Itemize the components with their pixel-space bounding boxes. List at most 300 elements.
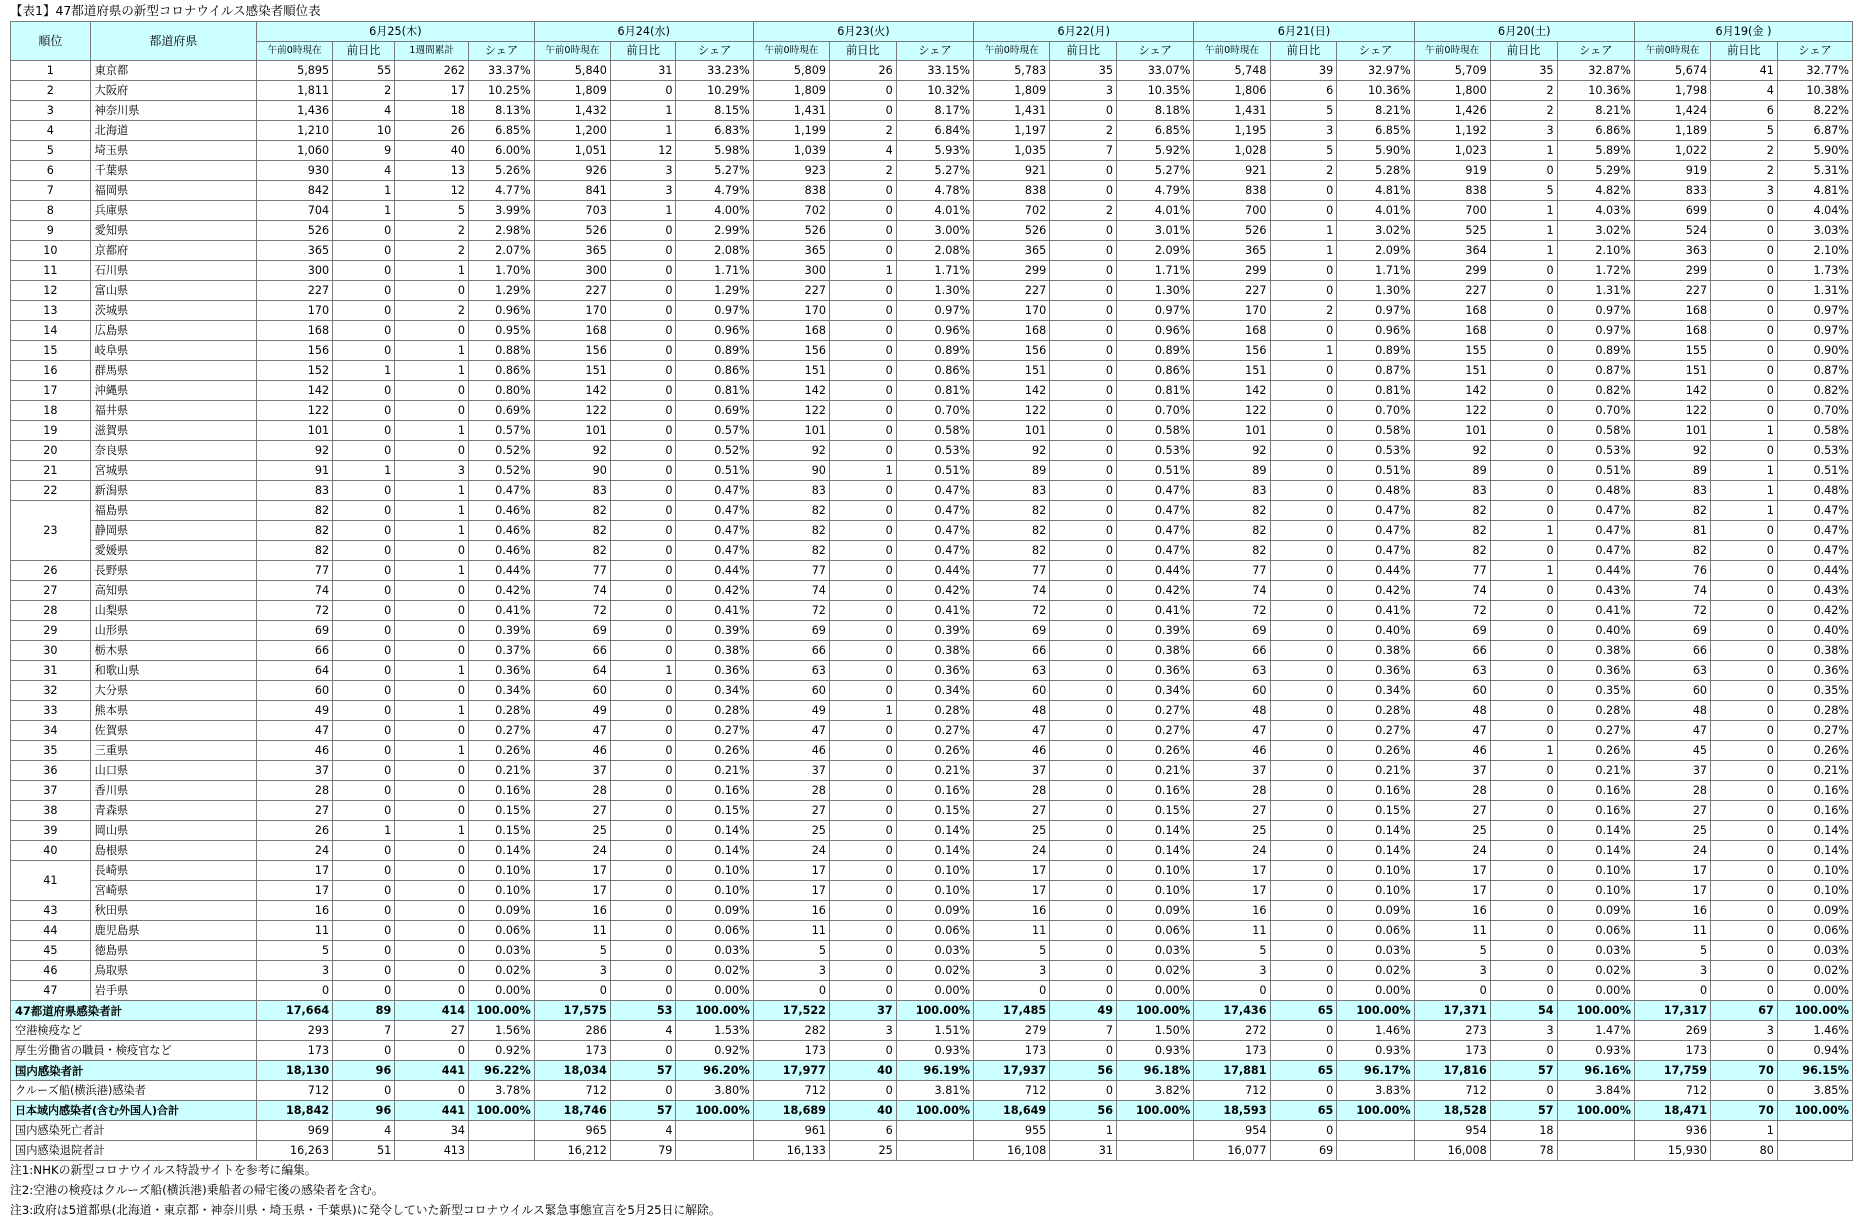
value-cell: 0.10%: [1777, 881, 1852, 901]
value-cell: 0: [1050, 541, 1117, 561]
value-cell: 0: [829, 761, 896, 781]
summary-value-cell: [1557, 1141, 1634, 1161]
value-cell: 0: [1194, 981, 1270, 1001]
value-cell: 5.27%: [896, 161, 973, 181]
value-cell: 1: [1490, 141, 1557, 161]
value-cell: 0: [333, 841, 395, 861]
table-row: [11, 281, 1853, 301]
value-cell: 0.46%: [469, 501, 535, 521]
value-cell: 227: [1194, 281, 1270, 301]
value-cell: 0: [333, 801, 395, 821]
value-cell: 11: [1634, 921, 1710, 941]
value-cell: 0: [1270, 441, 1337, 461]
summary-row: [11, 1121, 1853, 1141]
header-column: 前日比: [1711, 42, 1778, 61]
value-cell: 3.01%: [1117, 221, 1194, 241]
summary-value-cell: 286: [534, 1021, 610, 1041]
value-cell: 0.87%: [1557, 361, 1634, 381]
summary-value-cell: 100.00%: [469, 1101, 535, 1121]
header-column: シェア: [676, 42, 753, 61]
summary-value-cell: 17,371: [1414, 1001, 1490, 1021]
value-cell: 0.27%: [469, 721, 535, 741]
prefecture-cell: 滋賀県: [90, 421, 256, 441]
summary-value-cell: 173: [1634, 1041, 1710, 1061]
value-cell: 0: [395, 381, 469, 401]
summary-value-cell: [469, 1141, 535, 1161]
summary-value-cell: 0: [1050, 1081, 1117, 1101]
value-cell: 66: [753, 641, 829, 661]
rank-cell: 41: [11, 861, 91, 901]
value-cell: 0.47%: [1337, 501, 1414, 521]
value-cell: 0.28%: [1337, 701, 1414, 721]
table-row: [11, 81, 1853, 101]
summary-value-cell: 18,528: [1414, 1101, 1490, 1121]
value-cell: 0: [1270, 961, 1337, 981]
value-cell: 101: [1414, 421, 1490, 441]
value-cell: 526: [534, 221, 610, 241]
table-row: [11, 821, 1853, 841]
value-cell: 0: [333, 661, 395, 681]
value-cell: 1: [395, 361, 469, 381]
value-cell: 60: [257, 681, 333, 701]
value-cell: 26: [395, 121, 469, 141]
value-cell: 24: [534, 841, 610, 861]
value-cell: 0.47%: [896, 541, 973, 561]
prefecture-cell: 新潟県: [90, 481, 256, 501]
value-cell: 1,035: [974, 141, 1050, 161]
summary-value-cell: 96.15%: [1777, 1061, 1852, 1081]
rank-cell: 34: [11, 721, 91, 741]
value-cell: 17: [257, 861, 333, 881]
value-cell: 0: [333, 501, 395, 521]
value-cell: 0: [610, 461, 676, 481]
summary-value-cell: 31: [1050, 1141, 1117, 1161]
value-cell: 3: [610, 181, 676, 201]
value-cell: 8.21%: [1557, 101, 1634, 121]
value-cell: 1: [1490, 521, 1557, 541]
value-cell: 833: [1634, 181, 1710, 201]
value-cell: 69: [753, 621, 829, 641]
value-cell: 66: [1634, 641, 1710, 661]
value-cell: 0: [1270, 661, 1337, 681]
value-cell: 5,674: [1634, 61, 1710, 81]
value-cell: 0: [829, 721, 896, 741]
value-cell: 0: [1050, 741, 1117, 761]
summary-value-cell: 0: [333, 1081, 395, 1101]
value-cell: 27: [974, 801, 1050, 821]
value-cell: 40: [395, 141, 469, 161]
value-cell: 2: [829, 121, 896, 141]
value-cell: 0.41%: [1337, 601, 1414, 621]
value-cell: 27: [753, 801, 829, 821]
value-cell: 0.95%: [469, 321, 535, 341]
value-cell: 0.53%: [1777, 441, 1852, 461]
value-cell: 0: [829, 401, 896, 421]
value-cell: 0: [1270, 621, 1337, 641]
value-cell: 5: [395, 201, 469, 221]
value-cell: 0: [395, 321, 469, 341]
value-cell: 0: [333, 641, 395, 661]
value-cell: 0.47%: [1117, 541, 1194, 561]
table-row: [11, 381, 1853, 401]
value-cell: 2: [395, 221, 469, 241]
prefecture-cell: 沖縄県: [90, 381, 256, 401]
value-cell: 0: [1490, 361, 1557, 381]
value-cell: 0: [1050, 481, 1117, 501]
value-cell: 0.47%: [676, 501, 753, 521]
prefecture-infection-table: [10, 21, 1853, 1161]
prefecture-cell: 秋田県: [90, 901, 256, 921]
value-cell: 16: [1194, 901, 1270, 921]
value-cell: 0: [395, 941, 469, 961]
value-cell: 0: [1711, 621, 1778, 641]
prefecture-cell: 高知県: [90, 581, 256, 601]
summary-value-cell: 70: [1711, 1061, 1778, 1081]
value-cell: 1,039: [753, 141, 829, 161]
value-cell: 1,023: [1414, 141, 1490, 161]
summary-value-cell: 7: [1050, 1021, 1117, 1041]
rank-cell: 31: [11, 661, 91, 681]
value-cell: 5.93%: [896, 141, 973, 161]
rank-cell: 40: [11, 841, 91, 861]
prefecture-cell: 千葉県: [90, 161, 256, 181]
value-cell: 0.15%: [1337, 801, 1414, 821]
value-cell: 0.03%: [676, 941, 753, 961]
value-cell: 227: [974, 281, 1050, 301]
rank-cell: 11: [11, 261, 91, 281]
value-cell: 8.17%: [896, 101, 973, 121]
value-cell: 0: [610, 441, 676, 461]
value-cell: 0: [1270, 721, 1337, 741]
value-cell: 0.47%: [676, 481, 753, 501]
header-column: シェア: [896, 42, 973, 61]
summary-row: [11, 1141, 1853, 1161]
value-cell: 0: [395, 861, 469, 881]
value-cell: 82: [534, 541, 610, 561]
value-cell: 1: [395, 521, 469, 541]
summary-value-cell: 15,930: [1634, 1141, 1710, 1161]
value-cell: 0: [333, 261, 395, 281]
value-cell: 168: [257, 321, 333, 341]
value-cell: 0: [829, 201, 896, 221]
value-cell: 1,028: [1194, 141, 1270, 161]
value-cell: 0: [1711, 561, 1778, 581]
value-cell: 1: [1490, 741, 1557, 761]
value-cell: 1: [395, 421, 469, 441]
value-cell: 0: [1270, 841, 1337, 861]
value-cell: 0.47%: [1337, 521, 1414, 541]
value-cell: 49: [753, 701, 829, 721]
value-cell: 926: [534, 161, 610, 181]
value-cell: 92: [1414, 441, 1490, 461]
value-cell: 74: [257, 581, 333, 601]
value-cell: 0: [1050, 921, 1117, 941]
value-cell: 0: [1711, 341, 1778, 361]
header-column: 1週間累計: [395, 42, 469, 61]
value-cell: 0: [1050, 161, 1117, 181]
value-cell: 1: [1490, 561, 1557, 581]
summary-value-cell: 37: [829, 1001, 896, 1021]
summary-value-cell: 0: [1711, 1041, 1778, 1061]
value-cell: 0.41%: [1557, 601, 1634, 621]
value-cell: 4: [333, 101, 395, 121]
value-cell: 364: [1414, 241, 1490, 261]
value-cell: 0: [1050, 781, 1117, 801]
value-cell: 0.46%: [469, 521, 535, 541]
rank-cell: 23: [11, 501, 91, 561]
value-cell: 77: [974, 561, 1050, 581]
value-cell: 0: [333, 741, 395, 761]
value-cell: 0: [1711, 681, 1778, 701]
value-cell: 0.52%: [469, 461, 535, 481]
value-cell: 0.44%: [1337, 561, 1414, 581]
value-cell: 0.48%: [1557, 481, 1634, 501]
value-cell: 0.34%: [1117, 681, 1194, 701]
value-cell: 0: [829, 81, 896, 101]
value-cell: 300: [257, 261, 333, 281]
value-cell: 2: [333, 81, 395, 101]
value-cell: 0.10%: [1337, 881, 1414, 901]
value-cell: 0.21%: [676, 761, 753, 781]
header-rank: 順位: [11, 22, 91, 61]
value-cell: 46: [974, 741, 1050, 761]
value-cell: 0: [333, 561, 395, 581]
value-cell: 0: [1050, 361, 1117, 381]
summary-value-cell: 69: [1270, 1141, 1337, 1161]
value-cell: 47: [974, 721, 1050, 741]
value-cell: 4: [333, 161, 395, 181]
value-cell: 0.35%: [1777, 681, 1852, 701]
value-cell: 0.41%: [896, 601, 973, 621]
summary-value-cell: 936: [1634, 1121, 1710, 1141]
value-cell: 0: [1050, 181, 1117, 201]
value-cell: 0.44%: [676, 561, 753, 581]
value-cell: 66: [534, 641, 610, 661]
value-cell: 0.27%: [676, 721, 753, 741]
value-cell: 3: [1194, 961, 1270, 981]
table-row: [11, 181, 1853, 201]
value-cell: 1.30%: [1117, 281, 1194, 301]
value-cell: 0.47%: [1557, 501, 1634, 521]
value-cell: 0: [1490, 621, 1557, 641]
value-cell: 0.02%: [1337, 961, 1414, 981]
summary-value-cell: 100.00%: [1777, 1101, 1852, 1121]
rank-cell: 13: [11, 301, 91, 321]
value-cell: 46: [1194, 741, 1270, 761]
summary-value-cell: 17,575: [534, 1001, 610, 1021]
value-cell: 0: [1490, 401, 1557, 421]
summary-value-cell: 269: [1634, 1021, 1710, 1041]
value-cell: 1.70%: [469, 261, 535, 281]
value-cell: 0: [1711, 701, 1778, 721]
value-cell: 0.70%: [896, 401, 973, 421]
value-cell: 122: [974, 401, 1050, 421]
prefecture-cell: 福岡県: [90, 181, 256, 201]
value-cell: 0: [1050, 981, 1117, 1001]
value-cell: 1.29%: [469, 281, 535, 301]
summary-value-cell: 17,317: [1634, 1001, 1710, 1021]
rank-cell: 5: [11, 141, 91, 161]
value-cell: 63: [1634, 661, 1710, 681]
table-row: [11, 61, 1853, 81]
summary-value-cell: 0: [1270, 1021, 1337, 1041]
value-cell: 0: [829, 621, 896, 641]
value-cell: 2.08%: [676, 241, 753, 261]
summary-value-cell: 0: [1490, 1081, 1557, 1101]
table-row: [11, 321, 1853, 341]
value-cell: 0.39%: [1117, 621, 1194, 641]
value-cell: 151: [1194, 361, 1270, 381]
value-cell: 92: [534, 441, 610, 461]
rank-cell: 22: [11, 481, 91, 501]
value-cell: 1: [610, 101, 676, 121]
value-cell: 69: [974, 621, 1050, 641]
prefecture-cell: 三重県: [90, 741, 256, 761]
value-cell: 0.58%: [896, 421, 973, 441]
summary-value-cell: 0.94%: [1777, 1041, 1852, 1061]
value-cell: 16: [753, 901, 829, 921]
value-cell: 4.04%: [1777, 201, 1852, 221]
rank-cell: 10: [11, 241, 91, 261]
value-cell: 0.10%: [469, 881, 535, 901]
value-cell: 0: [395, 881, 469, 901]
value-cell: 363: [1634, 241, 1710, 261]
value-cell: 27: [1194, 801, 1270, 821]
value-cell: 1: [395, 741, 469, 761]
value-cell: 0: [1270, 461, 1337, 481]
value-cell: 0.26%: [1117, 741, 1194, 761]
value-cell: 82: [1414, 501, 1490, 521]
rank-cell: 8: [11, 201, 91, 221]
value-cell: 0: [395, 981, 469, 1001]
prefecture-cell: 北海道: [90, 121, 256, 141]
value-cell: 74: [1194, 581, 1270, 601]
value-cell: 60: [1634, 681, 1710, 701]
value-cell: 0.43%: [1777, 581, 1852, 601]
value-cell: 168: [1194, 321, 1270, 341]
value-cell: 299: [974, 261, 1050, 281]
value-cell: 0.00%: [1117, 981, 1194, 1001]
value-cell: 0: [610, 541, 676, 561]
summary-row: [11, 1001, 1853, 1021]
rank-cell: 28: [11, 601, 91, 621]
value-cell: 2: [395, 301, 469, 321]
value-cell: 0.26%: [469, 741, 535, 761]
value-cell: 0: [1270, 881, 1337, 901]
value-cell: 1.71%: [896, 261, 973, 281]
value-cell: 1: [1490, 201, 1557, 221]
value-cell: 0: [829, 481, 896, 501]
value-cell: 0: [829, 581, 896, 601]
value-cell: 0: [395, 441, 469, 461]
value-cell: 10.35%: [1117, 81, 1194, 101]
value-cell: 142: [1634, 381, 1710, 401]
value-cell: 168: [1634, 321, 1710, 341]
value-cell: 5,809: [753, 61, 829, 81]
value-cell: 0: [1050, 621, 1117, 641]
value-cell: 39: [1270, 61, 1337, 81]
summary-value-cell: 100.00%: [676, 1101, 753, 1121]
value-cell: 838: [1414, 181, 1490, 201]
value-cell: 0.27%: [1117, 701, 1194, 721]
value-cell: 0: [1050, 101, 1117, 121]
value-cell: 90: [534, 461, 610, 481]
value-cell: 0.42%: [469, 581, 535, 601]
value-cell: 0.89%: [676, 341, 753, 361]
summary-value-cell: 49: [1050, 1001, 1117, 1021]
rank-cell: 19: [11, 421, 91, 441]
value-cell: 0: [333, 241, 395, 261]
summary-label: 47都道府県感染者計: [11, 1001, 257, 1021]
value-cell: 0: [829, 901, 896, 921]
value-cell: 0.97%: [1557, 321, 1634, 341]
value-cell: 0.58%: [1337, 421, 1414, 441]
value-cell: 63: [1414, 661, 1490, 681]
value-cell: 0: [610, 741, 676, 761]
value-cell: 82: [1634, 501, 1710, 521]
value-cell: 24: [1414, 841, 1490, 861]
value-cell: 0: [610, 641, 676, 661]
value-cell: 0.53%: [1117, 441, 1194, 461]
value-cell: 0.34%: [469, 681, 535, 701]
value-cell: 0: [610, 921, 676, 941]
rank-cell: 43: [11, 901, 91, 921]
value-cell: 1,022: [1634, 141, 1710, 161]
summary-value-cell: 4: [610, 1121, 676, 1141]
value-cell: 5: [1490, 181, 1557, 201]
value-cell: 35: [1490, 61, 1557, 81]
summary-value-cell: 18,130: [257, 1061, 333, 1081]
value-cell: 0.70%: [1557, 401, 1634, 421]
summary-label: クルーズ船(横浜港)感染者: [11, 1081, 257, 1101]
value-cell: 0.26%: [896, 741, 973, 761]
value-cell: 0.97%: [1337, 301, 1414, 321]
value-cell: 25: [534, 821, 610, 841]
value-cell: 63: [1194, 661, 1270, 681]
value-cell: 0.21%: [1337, 761, 1414, 781]
rank-cell: 32: [11, 681, 91, 701]
value-cell: 0.82%: [1557, 381, 1634, 401]
value-cell: 0.51%: [1777, 461, 1852, 481]
value-cell: 83: [534, 481, 610, 501]
value-cell: 365: [974, 241, 1050, 261]
summary-value-cell: 954: [1194, 1121, 1270, 1141]
value-cell: 0: [610, 901, 676, 921]
value-cell: 17: [1414, 861, 1490, 881]
value-cell: 0.43%: [1557, 581, 1634, 601]
value-cell: 0: [829, 101, 896, 121]
value-cell: 0.06%: [1337, 921, 1414, 941]
value-cell: 82: [753, 541, 829, 561]
header-column: 前日比: [333, 42, 395, 61]
value-cell: 0: [1711, 721, 1778, 741]
value-cell: 122: [1634, 401, 1710, 421]
value-cell: 83: [1414, 481, 1490, 501]
value-cell: 3: [395, 461, 469, 481]
value-cell: 0.51%: [1117, 461, 1194, 481]
summary-value-cell: 414: [395, 1001, 469, 1021]
value-cell: 12: [395, 181, 469, 201]
value-cell: 0: [1711, 781, 1778, 801]
rank-cell: 37: [11, 781, 91, 801]
value-cell: 1.72%: [1557, 261, 1634, 281]
value-cell: 28: [974, 781, 1050, 801]
value-cell: 0: [1490, 641, 1557, 661]
value-cell: 3: [753, 961, 829, 981]
value-cell: 299: [1194, 261, 1270, 281]
value-cell: 0: [1270, 181, 1337, 201]
value-cell: 6.83%: [676, 121, 753, 141]
